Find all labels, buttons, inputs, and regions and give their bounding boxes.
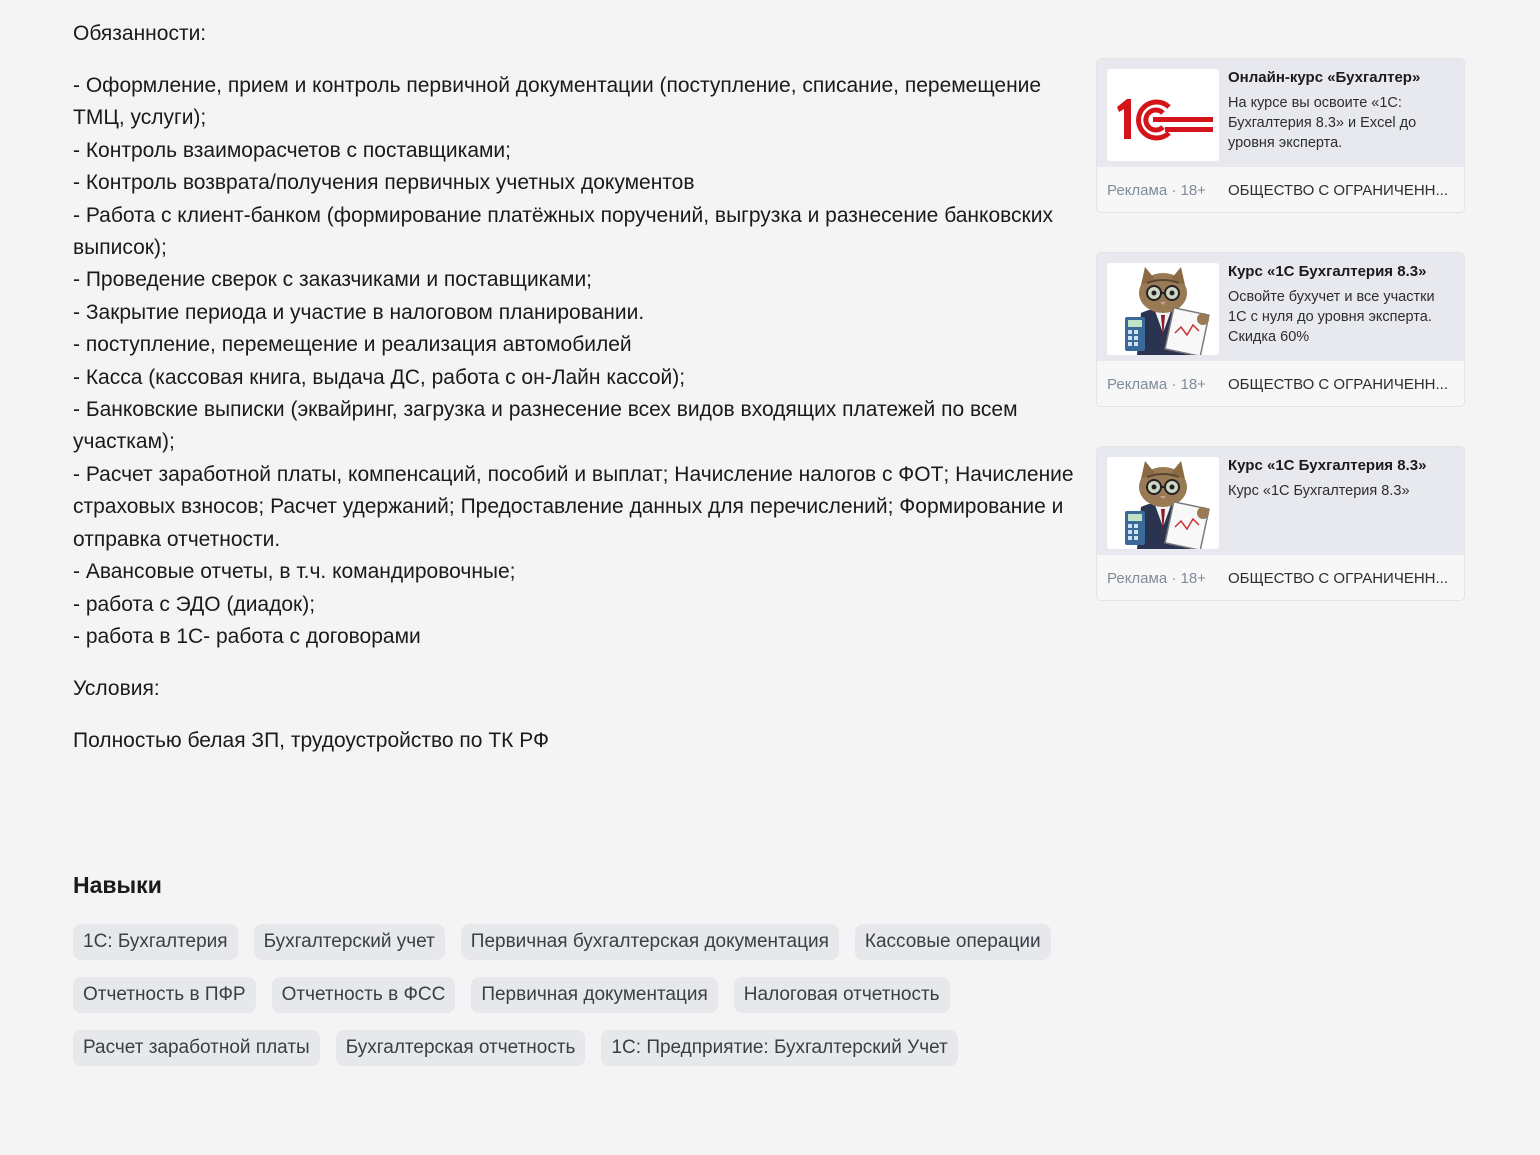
- ad-content[interactable]: [1097, 59, 1464, 167]
- duty-line: - Контроль возврата/получения первичных учетных документов: [73, 171, 695, 195]
- 1c-logo-icon: [1107, 69, 1219, 161]
- skill-chip: Кассовые операции: [855, 924, 1051, 960]
- ad-card[interactable]: [1096, 252, 1465, 407]
- ad-description[interactable]: На курсе вы освоите «1С: Бухгалтерия 8.3» и Excel до уровня эксперта.: [1228, 95, 1417, 151]
- duty-line: - поступление, перемещение и реализация автомобилей: [73, 333, 632, 357]
- ad-advertiser[interactable]: ОБЩЕСТВО С ОГРАНИЧЕНН...: [1228, 375, 1448, 393]
- ad-image-cat-accountant[interactable]: [1107, 263, 1219, 355]
- duties-list: [73, 70, 1083, 653]
- duty-line: - Авансовые отчеты, в т.ч. командировочные;: [73, 560, 516, 584]
- duty-line: - работа с ЭДО (диадок);: [73, 592, 316, 616]
- duty-line: - Контроль взаиморасчетов с поставщиками;: [73, 138, 511, 162]
- skill-chip: Бухгалтерский учет: [254, 924, 445, 960]
- skill-chip: Отчетность в ПФР: [73, 977, 256, 1013]
- duty-line: - Проведение сверок с заказчиками и поставщиками;: [73, 268, 593, 292]
- duty-line: - Касса (кассовая книга, выдача ДС, работа с он-Лайн кассой);: [73, 365, 686, 389]
- skill-chip: Расчет заработной платы: [73, 1030, 320, 1066]
- skill-chip: Первичная бухгалтерская документация: [461, 924, 839, 960]
- ad-content[interactable]: [1097, 447, 1464, 555]
- ad-advertiser[interactable]: ОБЩЕСТВО С ОГРАНИЧЕНН...: [1228, 181, 1448, 199]
- skill-chip: Отчетность в ФСС: [272, 977, 456, 1013]
- duty-line: - Расчет заработной платы, компенсаций, пособий и выплат; Начисление налогов с ФОТ; Начисление страховых взносов; Расчет удержаний; Предоставление данных для перечислений; Формирование и отправка отчетности.: [73, 462, 1074, 551]
- skill-chip: 1С: Предприятие: Бухгалтерский Учет: [601, 1030, 957, 1066]
- cat-accountant-icon: [1107, 263, 1219, 355]
- ad-description[interactable]: Освойте бухучет и все участки 1С с нуля до уровня эксперта. Скидка 60%: [1228, 289, 1435, 345]
- duty-line: - Закрытие периода и участие в налоговом планировании.: [73, 300, 645, 324]
- ad-label: Реклама · 18+: [1107, 181, 1206, 199]
- ad-description[interactable]: Курс «1С Бухгалтерия 8.3»: [1228, 483, 1410, 499]
- duty-line: - Банковские выписки (эквайринг, загрузка и разнесение всех видов входящих платежей по всем участкам);: [73, 398, 1018, 454]
- ad-image-cat-accountant[interactable]: [1107, 457, 1219, 549]
- ad-card[interactable]: [1096, 446, 1465, 601]
- duty-line: - Оформление, прием и контроль первичной документации (поступление, списание, перемещение ТМЦ, услуги);: [73, 74, 1042, 130]
- vacancy-description: [73, 18, 1083, 757]
- duties-heading: Обязанности:: [73, 22, 207, 45]
- ad-title[interactable]: Онлайн-курс «Бухгалтер»: [1228, 69, 1421, 86]
- conditions-text: Полностью белая ЗП, трудоустройство по ТК РФ: [73, 729, 549, 753]
- ad-footer: [1097, 167, 1464, 213]
- skill-chip: Первичная документация: [471, 977, 717, 1013]
- conditions-heading: Условия:: [73, 677, 160, 701]
- svg-text:1С: 1С: [1163, 73, 1165, 74]
- ad-image-1c-logo[interactable]: [1107, 69, 1219, 161]
- ad-title[interactable]: Курс «1С Бухгалтерия 8.3»: [1228, 263, 1427, 280]
- skills-section: [73, 866, 1073, 1066]
- ad-card[interactable]: [1096, 58, 1465, 213]
- ad-label: Реклама · 18+: [1107, 569, 1206, 587]
- skill-chip: Бухгалтерская отчетность: [336, 1030, 586, 1066]
- duty-line: - Работа с клиент-банком (формирование платёжных поручений, выгрузка и разнесение банковских выписок);: [73, 203, 1053, 260]
- ad-label: Реклама · 18+: [1107, 375, 1206, 393]
- ad-footer: [1097, 555, 1464, 601]
- ad-title[interactable]: Курс «1С Бухгалтерия 8.3»: [1228, 457, 1427, 474]
- skills-title: Навыки: [73, 872, 162, 898]
- skills-list: [73, 924, 1073, 1066]
- duty-line: - работа в 1С- работа с договорами: [73, 624, 421, 648]
- ads-sidebar: [1096, 58, 1465, 640]
- cat-accountant-icon: [1107, 457, 1219, 549]
- skill-chip: 1С: Бухгалтерия: [73, 924, 238, 960]
- ad-footer: [1097, 361, 1464, 407]
- ad-content[interactable]: [1097, 253, 1464, 361]
- skill-chip: Налоговая отчетность: [734, 977, 950, 1013]
- ad-advertiser[interactable]: ОБЩЕСТВО С ОГРАНИЧЕНН...: [1228, 569, 1448, 587]
